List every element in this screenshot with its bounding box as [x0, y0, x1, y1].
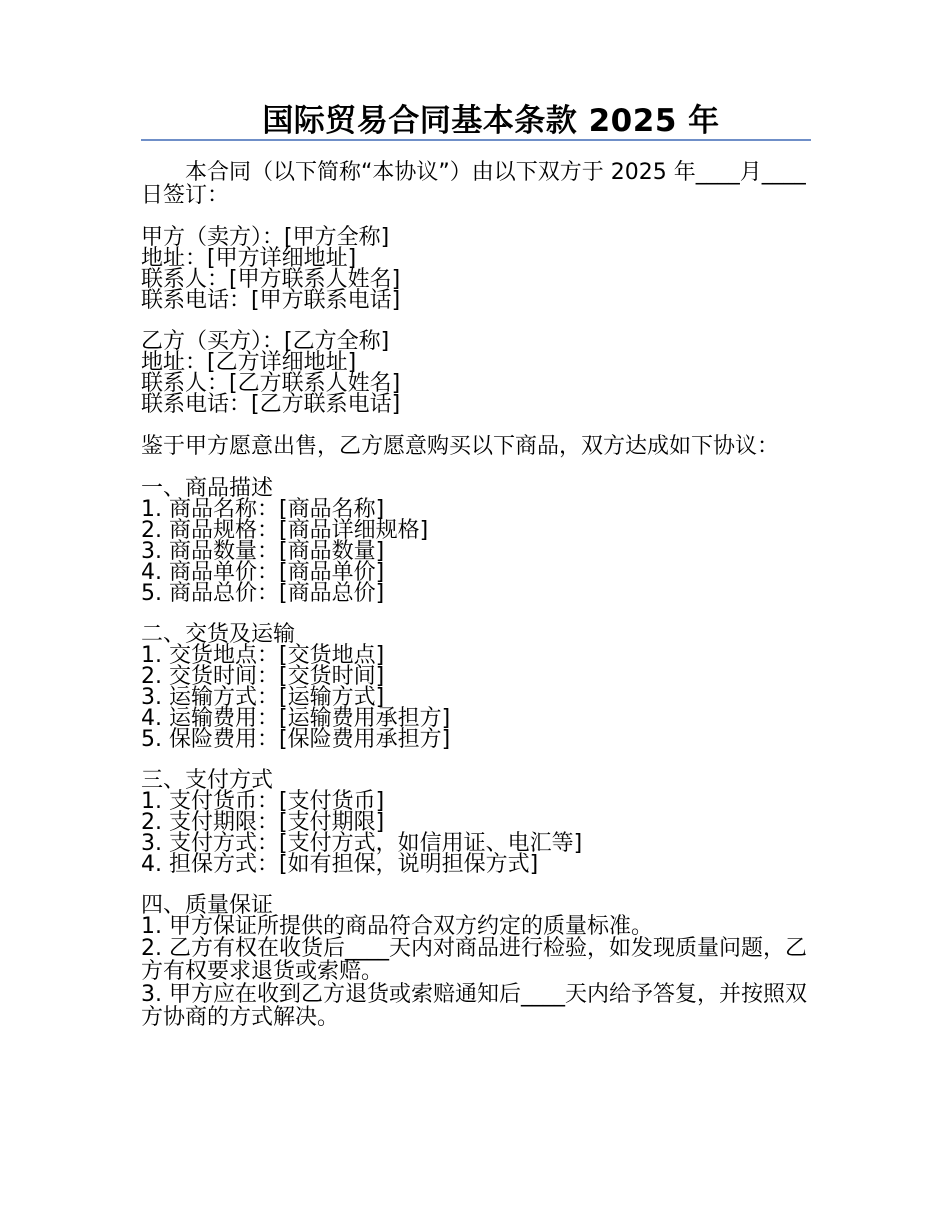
- section-heading: 四、质量保证: [141, 893, 274, 918]
- section-heading: 三、支付方式: [141, 768, 274, 793]
- party-a-block: [141, 227, 811, 311]
- section-item: 1. 甲方保证所提供的商品符合双方约定的质量标准。: [141, 914, 653, 939]
- section-item: 2. 商品规格：[商品详细规格]: [141, 518, 429, 543]
- section-item: 1. 支付货币：[支付货币]: [141, 789, 385, 814]
- section-item: 4. 商品单价：[商品单价]: [141, 560, 385, 585]
- section-item: 2. 交货时间：[交货时间]: [141, 664, 385, 689]
- section-item: 1. 交货地点：[交货地点]: [141, 643, 385, 668]
- section-item: 3. 支付方式：[支付方式，如信用证、电汇等]: [141, 831, 583, 856]
- intro-paragraph: 本合同（以下简称“本协议”）由以下双方于 2025 年____月____日签订：: [141, 160, 806, 208]
- section-item: 3. 商品数量：[商品数量]: [141, 539, 385, 564]
- section-payment: [141, 770, 811, 875]
- section-item: 5. 保险费用：[保险费用承担方]: [141, 727, 451, 752]
- section-item: 3. 运输方式：[运输方式]: [141, 685, 385, 710]
- section-item: 2. 支付期限：[支付期限]: [141, 810, 385, 835]
- section-goods: [141, 478, 811, 604]
- party-a-address: 地址：[甲方详细地址]: [141, 246, 357, 271]
- document-title: 国际贸易合同基本条款 2025 年: [262, 103, 720, 139]
- section-heading: 一、商品描述: [141, 476, 274, 501]
- party-a-name: 甲方（卖方）：[甲方全称]: [141, 225, 390, 250]
- party-b-phone: 联系电话：[乙方联系电话]: [141, 392, 401, 417]
- party-b-block: [141, 331, 811, 415]
- section-heading: 二、交货及运输: [141, 622, 296, 647]
- section-item: 4. 担保方式：[如有担保，说明担保方式]: [141, 852, 539, 877]
- party-a-phone: 联系电话：[甲方联系电话]: [141, 288, 401, 313]
- section-quality: [141, 895, 811, 1029]
- section-item: 5. 商品总价：[商品总价]: [141, 581, 385, 606]
- section-item: 1. 商品名称：[商品名称]: [141, 497, 385, 522]
- party-a-contact: 联系人：[甲方联系人姓名]: [141, 267, 401, 292]
- party-b-contact: 联系人：[乙方联系人姓名]: [141, 371, 401, 396]
- section-item: 4. 运输费用：[运输费用承担方]: [141, 706, 451, 731]
- contract-page: [141, 100, 811, 1029]
- preamble-paragraph: 鉴于甲方愿意出售，乙方愿意购买以下商品，双方达成如下协议：: [141, 434, 780, 459]
- section-item: 2. 乙方有权在收货后____天内对商品进行检验，如发现质量问题，乙方有权要求退货或索赔。: [141, 936, 807, 984]
- party-b-name: 乙方（买方）：[乙方全称]: [141, 329, 390, 354]
- party-b-address: 地址：[乙方详细地址]: [141, 350, 357, 375]
- section-item: 3. 甲方应在收到乙方退货或索赔通知后____天内给予答复，并按照双方协商的方式解决。: [141, 982, 807, 1030]
- section-delivery: [141, 624, 811, 750]
